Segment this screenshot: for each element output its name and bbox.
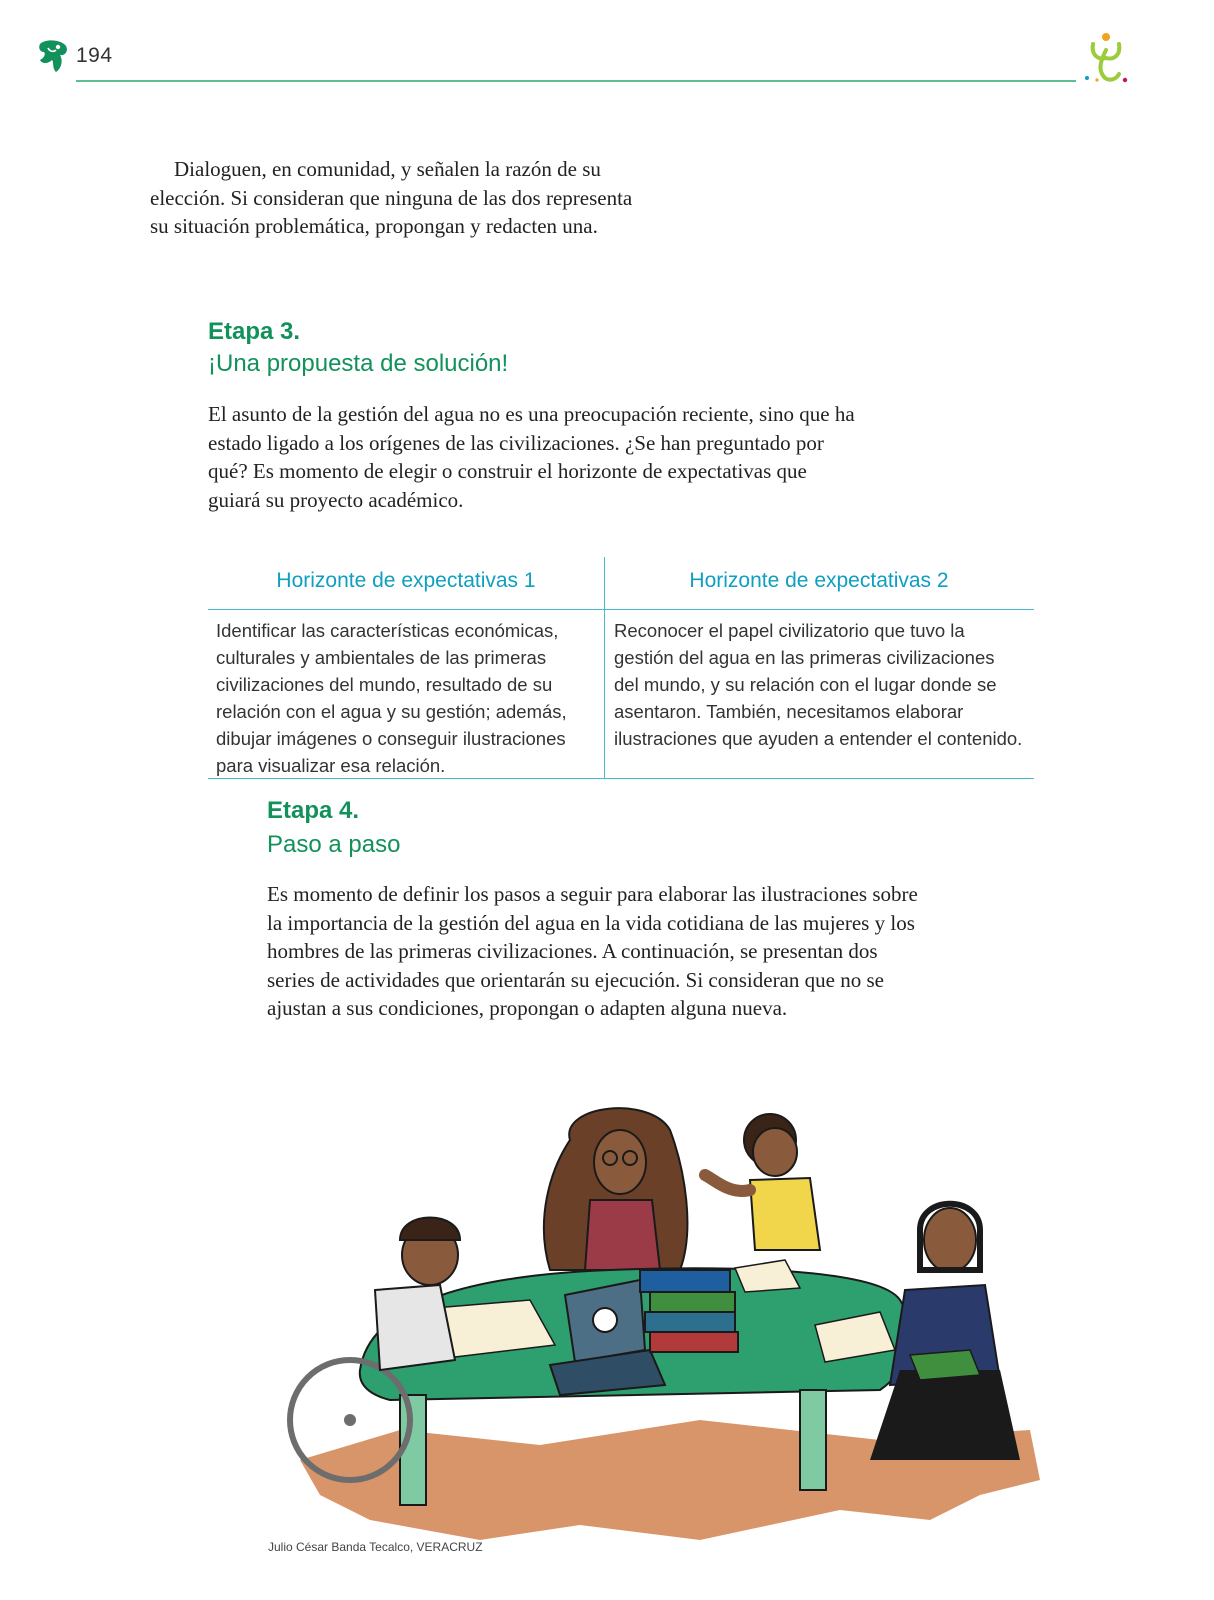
table-bottom-rule — [208, 778, 1034, 779]
stage-4-number: Etapa 4. — [267, 797, 360, 824]
stage-3-paragraph: El asunto de la gestión del agua no es una preocupación reciente, sino que ha estado ligado a los orígenes de las civilizaciones. ¿Se han preguntado por qué? Es momento de elegir o construir el horizonte de expectativas que guiará su proyecto académico. — [208, 402, 855, 512]
stage-3-number: Etapa 3. — [208, 318, 301, 345]
table-cell-1: Identificar las características económicas, culturales y ambientales de las primeras civilizaciones del mundo, resultado de su relación con el agua y su gestión; además, dibujar imágenes o conseguir ilustraciones para visualizar esa relación. — [216, 620, 567, 776]
stage-4-paragraph: Es momento de definir los pasos a seguir para elaborar las ilustraciones sobre la importancia de la gestión del agua en la vida cotidiana de las mujeres y los hombres de las primeras civilizaciones. A continuación, se presentan dos series de actividades que orientarán su ejecución. Si consideran que no se ajustan a sus condiciones, propongan o adapten alguna nueva. — [267, 882, 918, 1020]
stage-3-title: ¡Una propuesta de solución! — [208, 350, 509, 377]
table-header-rule — [208, 609, 1034, 610]
header-rule — [76, 80, 1076, 82]
students-at-table-illustration — [280, 1100, 1050, 1550]
leaf-person-icon — [36, 38, 70, 74]
intro-paragraph: Dialoguen, en comunidad, y señalen la razón de su elección. Si consideran que ninguna de las dos representa su situación problemática, propongan y redacten una. — [150, 157, 633, 238]
page-header — [0, 0, 1214, 100]
stage-4-title: Paso a paso — [267, 831, 401, 858]
page-number: 194 — [76, 44, 113, 67]
table-header-1: Horizonte de expectativas 1 — [276, 569, 536, 592]
table-cell-2: Reconocer el papel civilizatorio que tuvo la gestión del agua en las primeras civilizaciones del mundo, y su relación con el lugar donde se asentaron. También, necesitamos elaborar ilustraciones que ayuden a entender el contenido. — [614, 620, 1023, 749]
expectations-table — [208, 557, 1034, 779]
community-logo-icon — [1083, 30, 1133, 86]
table-header-2: Horizonte de expectativas 2 — [689, 569, 949, 592]
illustration-credit: Julio César Banda Tecalco, VERACRUZ — [268, 1540, 483, 1554]
